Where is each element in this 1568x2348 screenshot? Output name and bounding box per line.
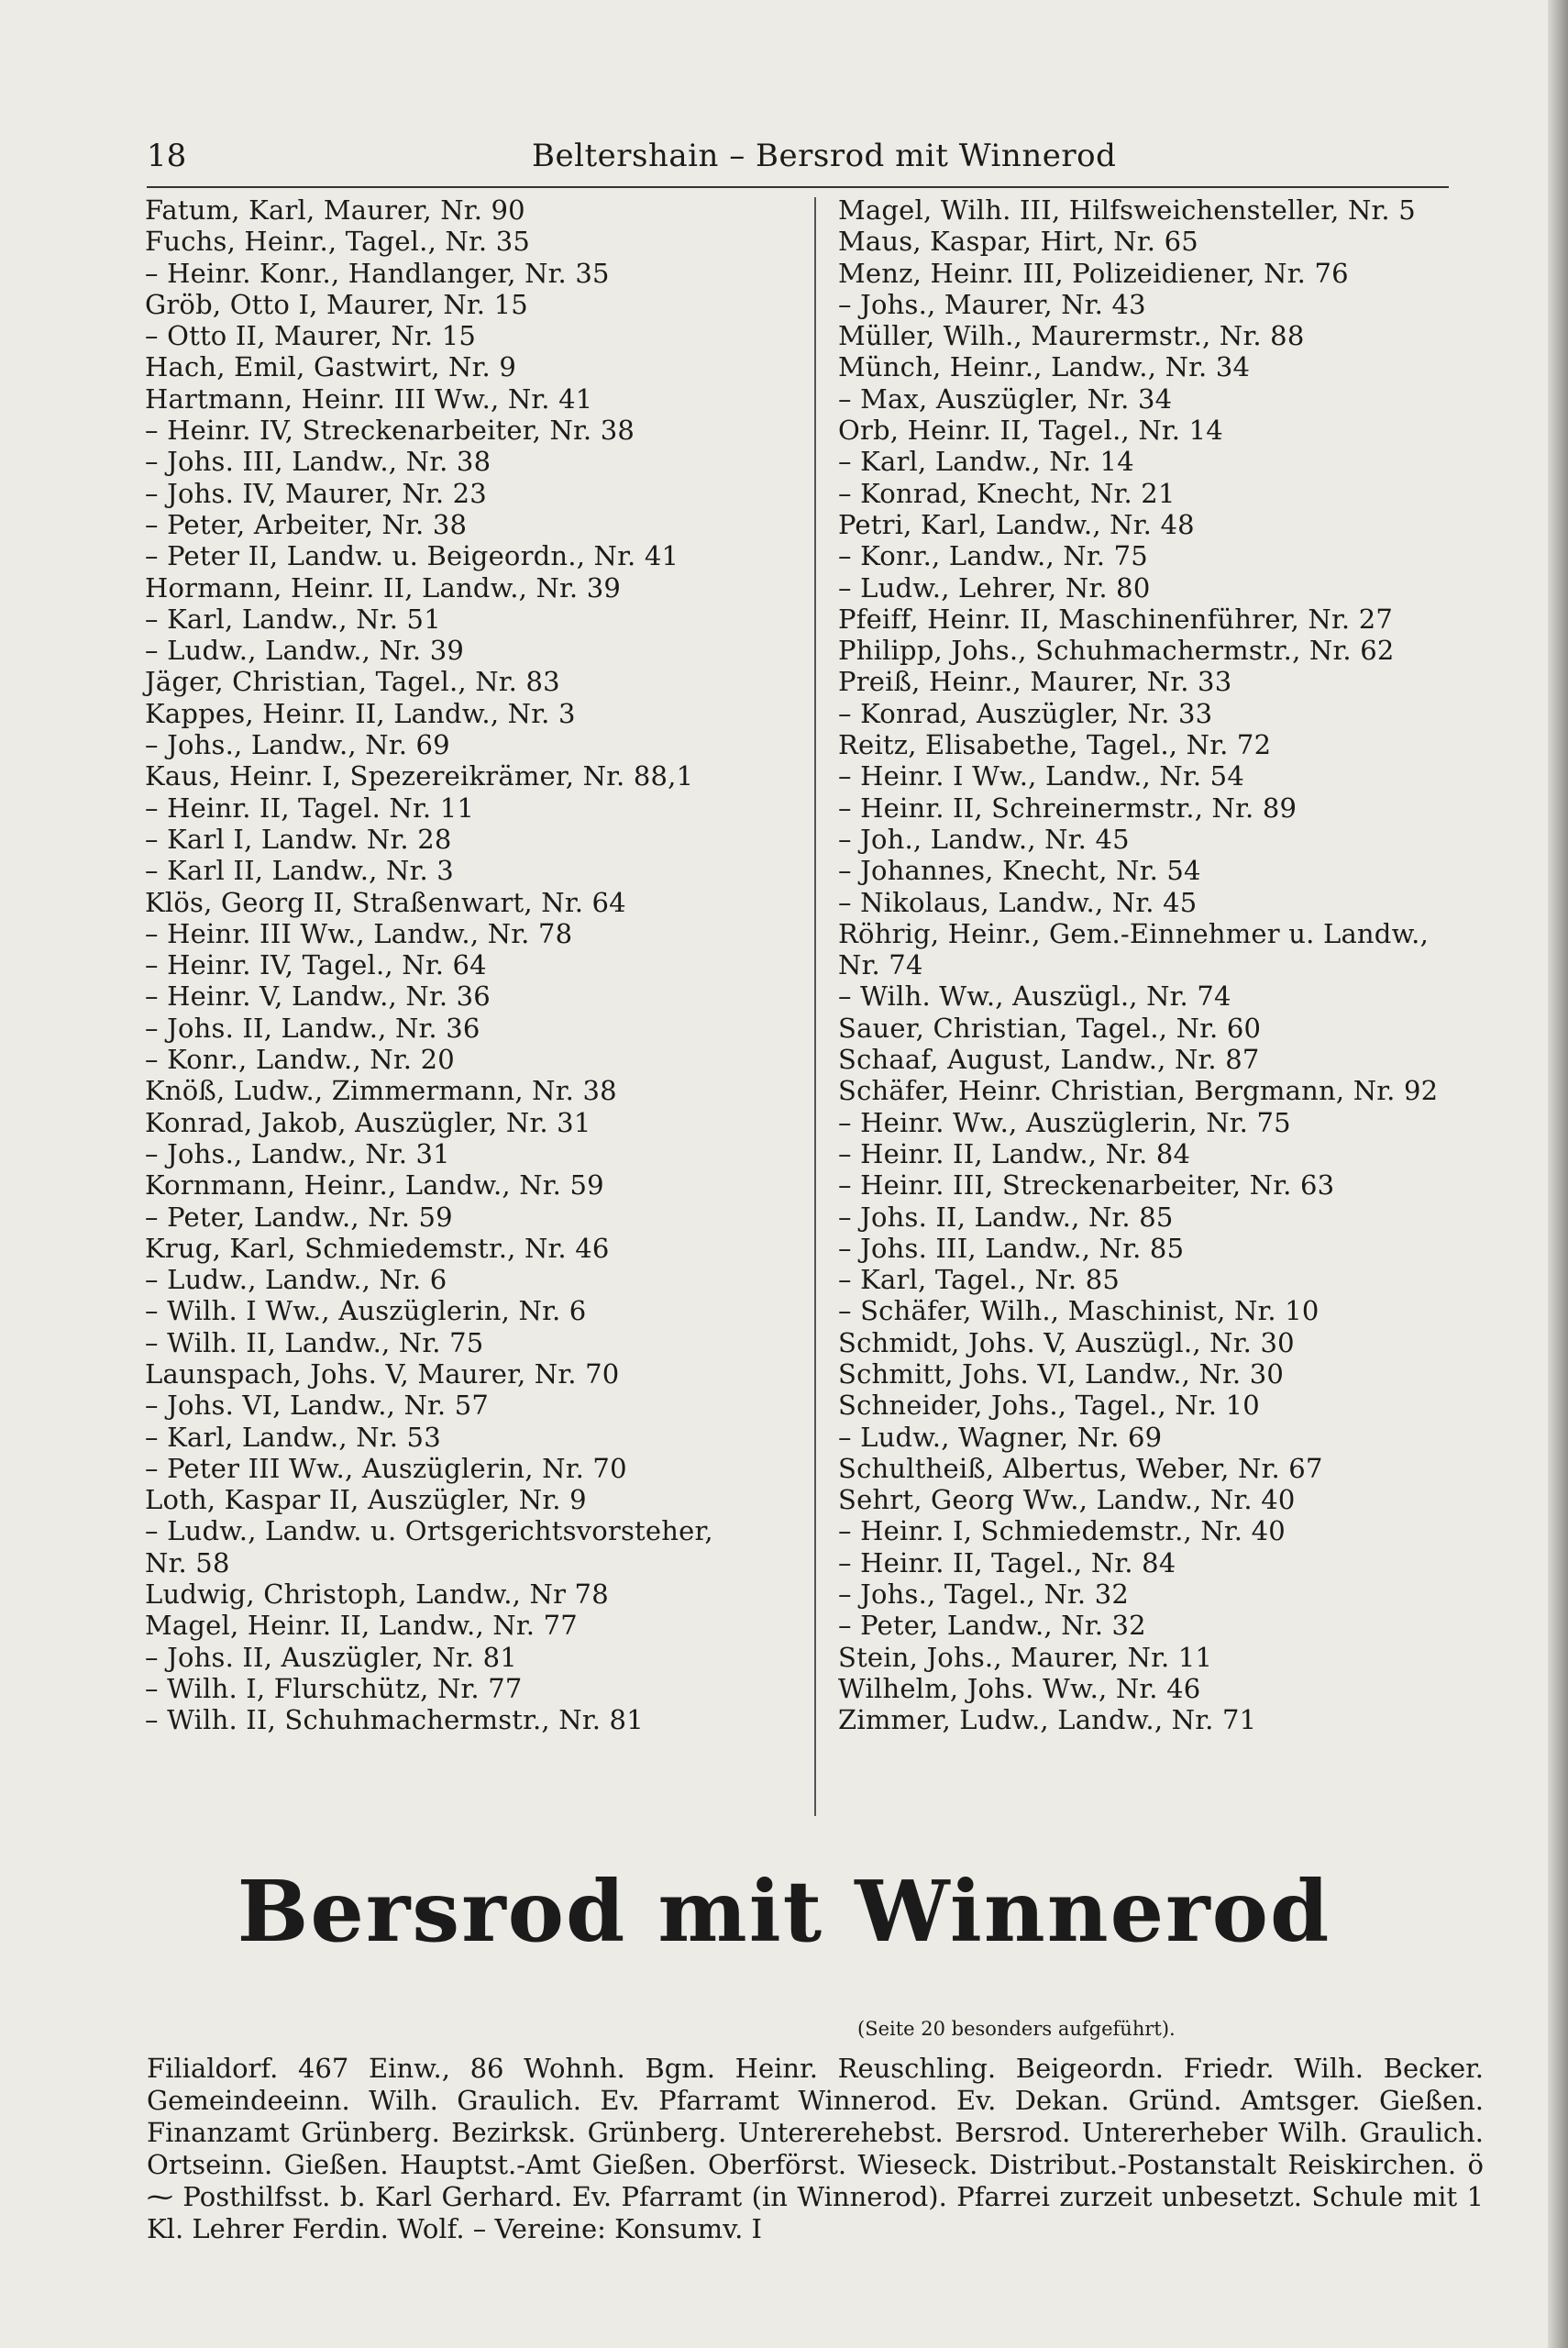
page-edge <box>1548 0 1568 2348</box>
column-divider <box>814 197 816 1816</box>
directory-entry: – Max, Auszügler, Nr. 34 <box>838 382 1173 415</box>
directory-entry: Kornmann, Heinr., Landw., Nr. 59 <box>145 1169 604 1202</box>
directory-entry: Fuchs, Heinr., Tagel., Nr. 35 <box>145 226 530 258</box>
directory-entry: – Konr., Landw., Nr. 20 <box>145 1044 455 1076</box>
directory-entry: – Karl I, Landw. Nr. 28 <box>145 823 452 855</box>
directory-entry: Preiß, Heinr., Maurer, Nr. 33 <box>838 666 1232 698</box>
directory-entry: – Wilh. II, Landw., Nr. 75 <box>145 1326 484 1358</box>
directory-entry: – Johs. IV, Maurer, Nr. 23 <box>145 477 487 509</box>
directory-entry: – Heinr. II, Landw., Nr. 84 <box>838 1137 1191 1169</box>
right-column <box>838 194 1480 1736</box>
section-note: (Seite 20 besonders aufgeführt). <box>857 2018 1176 2040</box>
directory-entry: Hartmann, Heinr. III Ww., Nr. 41 <box>145 382 593 415</box>
directory-entry: – Heinr. III, Streckenarbeiter, Nr. 63 <box>838 1169 1335 1202</box>
directory-entry: – Wilh. Ww., Auszügl., Nr. 74 <box>838 980 1231 1013</box>
directory-entry: Wilhelm, Johs. Ww., Nr. 46 <box>838 1672 1201 1704</box>
directory-entry: – Karl II, Landw., Nr. 3 <box>145 855 454 887</box>
directory-entry: – Heinr. II, Schreinermstr., Nr. 89 <box>838 792 1297 824</box>
directory-entry: Hach, Emil, Gastwirt, Nr. 9 <box>145 351 516 383</box>
directory-entry: – Konrad, Knecht, Nr. 21 <box>838 477 1176 509</box>
directory-entry: Konrad, Jakob, Auszügler, Nr. 31 <box>145 1106 591 1138</box>
directory-entry: – Heinr. IV, Tagel., Nr. 64 <box>145 949 487 981</box>
directory-entry: – Johs. VI, Landw., Nr. 57 <box>145 1390 490 1422</box>
page-header <box>147 138 1449 183</box>
directory-entry: – Johs. II, Landw., Nr. 36 <box>145 1012 480 1044</box>
directory-entry: – Konr., Landw., Nr. 75 <box>838 540 1148 572</box>
directory-entry: Nr. 74 <box>838 949 923 981</box>
directory-entry: – Wilh. I Ww., Auszüglerin, Nr. 6 <box>145 1295 587 1327</box>
directory-entry: Philipp, Johs., Schuhmachermstr., Nr. 62 <box>838 635 1395 667</box>
directory-entry: – Karl, Landw., Nr. 53 <box>145 1421 441 1453</box>
directory-entry: – Joh., Landw., Nr. 45 <box>838 823 1130 855</box>
running-title: Beltershain – Bersrod mit Winnerod <box>532 138 1117 174</box>
directory-entry: – Wilh. II, Schuhmachermstr., Nr. 81 <box>145 1704 644 1736</box>
directory-entry: Schultheiß, Albertus, Weber, Nr. 67 <box>838 1452 1323 1484</box>
directory-entry: – Johs., Maurer, Nr. 43 <box>838 288 1146 320</box>
directory-entry: Schmidt, Johs. V, Auszügl., Nr. 30 <box>838 1326 1295 1358</box>
directory-entry: Kappes, Heinr. II, Landw., Nr. 3 <box>145 697 576 729</box>
directory-entry: Nr. 58 <box>145 1546 230 1578</box>
directory-entry: – Karl, Landw., Nr. 14 <box>838 446 1134 478</box>
directory-entry: Hormann, Heinr. II, Landw., Nr. 39 <box>145 571 622 604</box>
directory-entry: Müller, Wilh., Maurermstr., Nr. 88 <box>838 320 1305 352</box>
directory-entry: Klös, Georg II, Straßenwart, Nr. 64 <box>145 886 626 918</box>
page-number: 18 <box>147 138 187 174</box>
directory-entry: Schäfer, Heinr. Christian, Bergmann, Nr. 92 <box>838 1075 1439 1107</box>
directory-entry: – Ludw., Landw., Nr. 39 <box>145 635 465 667</box>
directory-entry: – Peter, Arbeiter, Nr. 38 <box>145 508 468 540</box>
directory-entry: Krug, Karl, Schmiedemstr., Nr. 46 <box>145 1232 610 1264</box>
directory-entry: Zimmer, Ludw., Landw., Nr. 71 <box>838 1704 1257 1736</box>
directory-entry: – Nikolaus, Landw., Nr. 45 <box>838 886 1198 918</box>
directory-entry: – Johs. III, Landw., Nr. 85 <box>838 1232 1185 1264</box>
directory-entry: – Heinr. IV, Streckenarbeiter, Nr. 38 <box>145 415 635 447</box>
directory-entry: – Heinr. II, Tagel., Nr. 84 <box>838 1546 1176 1578</box>
directory-entry: – Heinr. Ww., Auszüglerin, Nr. 75 <box>838 1106 1291 1138</box>
directory-entry: – Heinr. Konr., Handlanger, Nr. 35 <box>145 257 610 289</box>
directory-entry: Magel, Wilh. III, Hilfsweichensteller, Nr. 5 <box>838 194 1416 226</box>
left-column <box>145 194 805 1736</box>
directory-entry: Reitz, Elisabethe, Tagel., Nr. 72 <box>838 729 1272 761</box>
directory-entry: – Heinr. I, Schmiedemstr., Nr. 40 <box>838 1515 1286 1547</box>
directory-entry: Magel, Heinr. II, Landw., Nr. 77 <box>145 1610 578 1642</box>
directory-entry: Petri, Karl, Landw., Nr. 48 <box>838 508 1195 540</box>
directory-entry: – Karl, Tagel., Nr. 85 <box>838 1264 1121 1296</box>
directory-entry: – Johs., Landw., Nr. 31 <box>145 1137 450 1169</box>
section-body: Filialdorf. 467 Einw., 86 Wohnh. Bgm. Heinr. Reuschling. Beigeordn. Friedr. Wilh. Becker. Gemeindeeinn. Wilh. Graulich. Ev. Pfarramt Winnerod. Ev. Dekan. Gründ. Amtsger. Gießen. Finanzamt Grünberg. Bezirksk. Grünberg. Unterereheb​st. Bersrod. Untererheber Wilh. Graulich. Ortseinn. Gießen. Hauptst.-Amt Gießen. Oberförst. Wieseck. Distribut.-Postanstalt Reiskirchen. ö ⁓ Posthilfsst. b. Karl Gerhard. Ev. Pfarramt (in Winnerod). Pfarrei zurzeit unbesetzt. Schule mit 1 Kl. Lehrer Ferdin. Wolf. – Vereine: Konsumv. I <box>147 2053 1484 2244</box>
directory-entry: Maus, Kaspar, Hirt, Nr. 65 <box>838 226 1198 258</box>
directory-entry: Jäger, Christian, Tagel., Nr. 83 <box>145 666 560 698</box>
directory-entry: Schneider, Johs., Tagel., Nr. 10 <box>838 1390 1260 1422</box>
directory-entry: – Heinr. II, Tagel. Nr. 11 <box>145 792 474 824</box>
directory-entry: Röhrig, Heinr., Gem.-Einnehmer u. Landw., <box>838 917 1429 949</box>
directory-entry: – Heinr. I Ww., Landw., Nr. 54 <box>838 760 1244 792</box>
directory-entry: – Johs., Tagel., Nr. 32 <box>838 1578 1130 1611</box>
directory-entry: – Johannes, Knecht, Nr. 54 <box>838 855 1201 887</box>
directory-entry: – Ludw., Lehrer, Nr. 80 <box>838 571 1151 604</box>
directory-entry: Pfeiff, Heinr. II, Maschinenführer, Nr. 27 <box>838 603 1394 635</box>
directory-entry: Münch, Heinr., Landw., Nr. 34 <box>838 351 1251 383</box>
directory-entry: Schaaf, August, Landw., Nr. 87 <box>838 1044 1260 1076</box>
header-rule <box>147 186 1449 188</box>
directory-entry: Sehrt, Georg Ww., Landw., Nr. 40 <box>838 1484 1296 1516</box>
section-title: Bersrod mit Winnerod <box>237 1862 1331 1961</box>
directory-entry: Stein, Johs., Maurer, Nr. 11 <box>838 1641 1213 1673</box>
directory-entry: – Johs. II, Landw., Nr. 85 <box>838 1201 1174 1233</box>
directory-entry: Sauer, Christian, Tagel., Nr. 60 <box>838 1012 1262 1044</box>
directory-entry: – Johs. II, Auszügler, Nr. 81 <box>145 1641 517 1673</box>
directory-entry: Knöß, Ludw., Zimmermann, Nr. 38 <box>145 1075 617 1107</box>
directory-entry: – Peter, Landw., Nr. 32 <box>838 1610 1146 1642</box>
directory-entry: – Peter II, Landw. u. Beigeordn., Nr. 41 <box>145 540 679 572</box>
directory-entry: Ludwig, Christoph, Landw., Nr 78 <box>145 1578 609 1611</box>
directory-entry: – Johs., Landw., Nr. 69 <box>145 729 450 761</box>
directory-entry: – Peter III Ww., Auszüglerin, Nr. 70 <box>145 1452 627 1484</box>
directory-entry: Orb, Heinr. II, Tagel., Nr. 14 <box>838 415 1223 447</box>
directory-entry: Launspach, Johs. V, Maurer, Nr. 70 <box>145 1357 620 1390</box>
directory-entry: – Johs. III, Landw., Nr. 38 <box>145 446 491 478</box>
directory-entry: – Otto II, Maurer, Nr. 15 <box>145 320 477 352</box>
directory-entry: – Schäfer, Wilh., Maschinist, Nr. 10 <box>838 1295 1320 1327</box>
directory-entry: – Wilh. I, Flurschütz, Nr. 77 <box>145 1672 523 1704</box>
directory-entry: – Ludw., Landw. u. Ortsgerichtsvorsteher, <box>145 1515 713 1547</box>
directory-entry: – Karl, Landw., Nr. 51 <box>145 603 441 635</box>
directory-entry: Fatum, Karl, Maurer, Nr. 90 <box>145 194 525 226</box>
directory-entry: Loth, Kaspar II, Auszügler, Nr. 9 <box>145 1484 587 1516</box>
directory-entry: – Heinr. III Ww., Landw., Nr. 78 <box>145 917 573 949</box>
directory-entry: Gröb, Otto I, Maurer, Nr. 15 <box>145 288 528 320</box>
directory-entry: – Ludw., Landw., Nr. 6 <box>145 1264 447 1296</box>
directory-entry: Kaus, Heinr. I, Spezereikrämer, Nr. 88,1 <box>145 760 694 792</box>
directory-entry: – Heinr. V, Landw., Nr. 36 <box>145 980 491 1013</box>
directory-entry: – Konrad, Auszügler, Nr. 33 <box>838 697 1213 729</box>
directory-entry: – Peter, Landw., Nr. 59 <box>145 1201 453 1233</box>
directory-entry: Menz, Heinr. III, Polizeidiener, Nr. 76 <box>838 257 1349 289</box>
directory-entry: Schmitt, Johs. VI, Landw., Nr. 30 <box>838 1357 1285 1390</box>
directory-entry: – Ludw., Wagner, Nr. 69 <box>838 1421 1163 1453</box>
